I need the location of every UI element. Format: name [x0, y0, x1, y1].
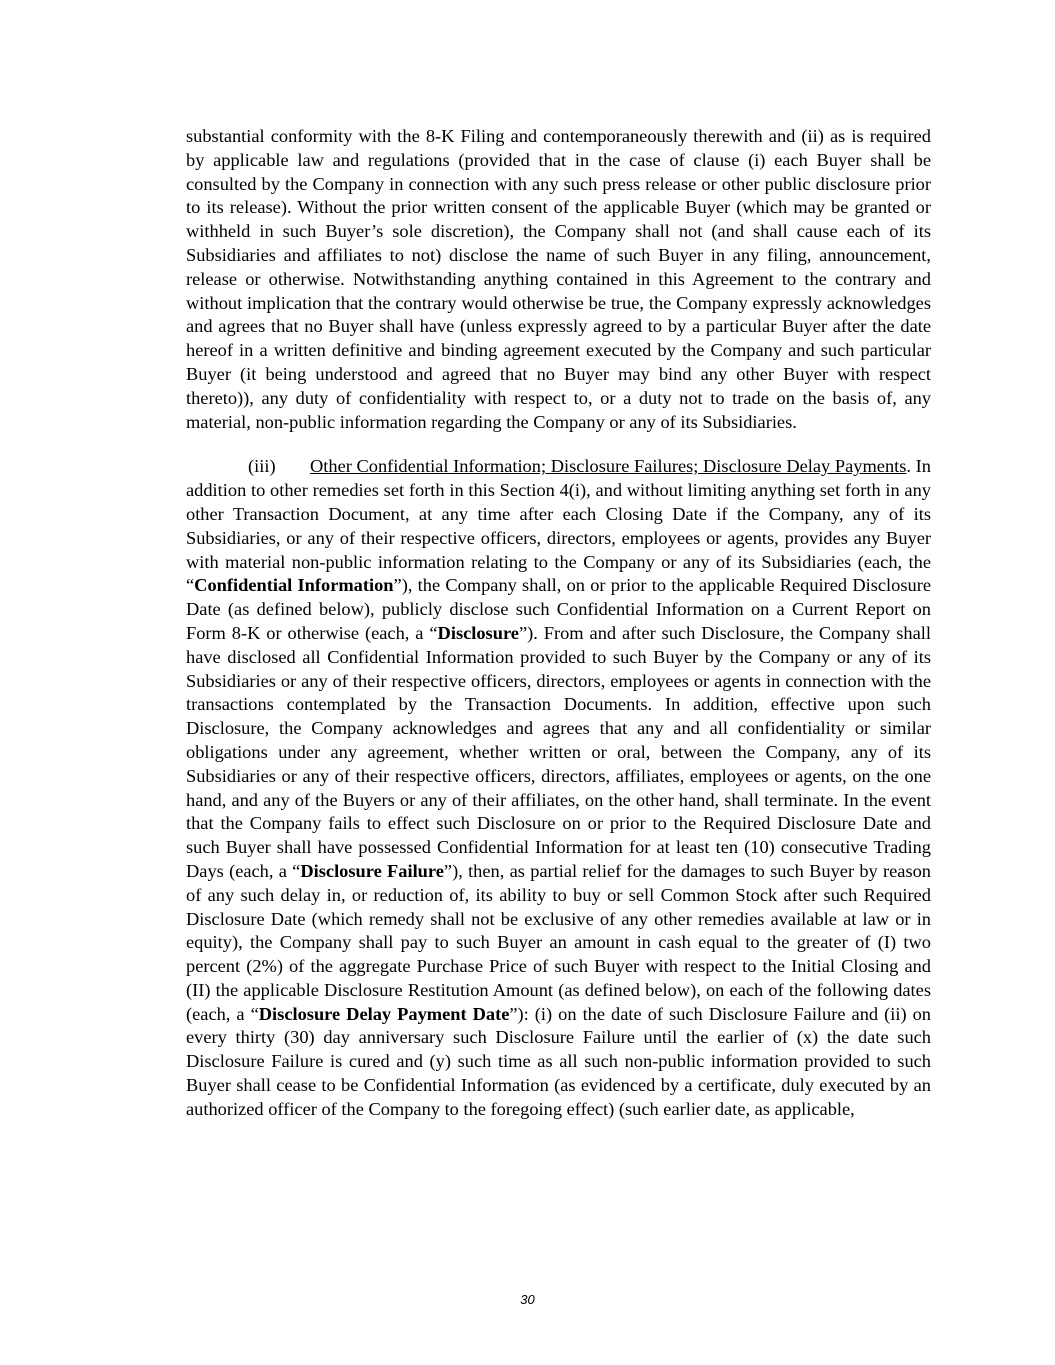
page-number: 30: [520, 1292, 535, 1307]
section-iii-paragraph: [186, 455, 931, 1121]
section-text-2: ”), the Company shall, on or prior to the applicable Required Disclosure Date (as defined below), publicly disclose such Confidential Information on a Current Report on Form 8-K or otherwise (each, a “: [186, 575, 931, 643]
section-text-4: ”), then, as partial relief for the damages to such Buyer by reason of any such delay in, or reduction of, its ability to buy or sell Common Stock after such Required Disclosure Date (which remedy shall not be exclusive of any other remedies available at law or in equity), the Company shall pay to such Buyer an amount in cash equal to the greater of (I) two percent (2%) of the aggregate Purchase Price of such Buyer with respect to the Initial Closing and (II) the applicable Disclosure Restitution Amount (as defined below), on each of the following dates (each, a “: [186, 860, 932, 1024]
defined-term-disclosure: Disclosure: [437, 622, 519, 643]
defined-term-disclosure-failure: Disclosure Failure: [300, 860, 444, 881]
page-body: [186, 125, 931, 1122]
defined-term-confidential-information: Confidential Information: [194, 575, 394, 596]
heading-period: .: [906, 456, 912, 477]
section-text-3: ”). From and after such Disclosure, the Company shall have disclosed all Confidential Information provided to such Buyer by the Company or any of its Subsidiaries or any of their respective officers, directors, employees or agents in connection with the transactions contemplated by the Transaction Documents. In addition, effective upon such Disclosure, the Company acknowledges and agrees that any and all confidentiality or similar obligations under any agreement, whether written or oral, between the Company, any of its Subsidiaries or any of their respective officers, directors, affiliates, employees or agents, on the one hand, and any of the Buyers or any of their affiliates, on the other hand, shall terminate. In the event that the Company fails to effect such Disclosure on or prior to the Required Disclosure Date and such Buyer shall have possessed Confidential Information for at least ten (10) consecutive Trading Days (each, a “: [186, 622, 931, 881]
section-text-1: In addition to other remedies set forth in this Section 4(i), and without limiting anything set forth in any other Transaction Document, at any time after each Closing Date if the Company, any of its Subsidiaries, or any of their respective officers, directors, employees or agents, provides any Buyer with material non-public information relating to the Company or any of its Subsidiaries (each, the “: [186, 456, 931, 596]
section-number: (iii): [248, 456, 276, 477]
section-text-5: ”): (i) on the date of such Disclosure Failure and (ii) on every thirty (30) day anniversary such Disclosure Failure until the earlier of (x) the date such Disclosure Failure is cured and (y) such time as all such non-public information provided to such Buyer shall cease to be Confidential Information (as evidenced by a certificate, duly executed by an authorized officer of the Company to the foregoing effect) (such earlier date, as applicable,: [186, 1003, 931, 1119]
defined-term-disclosure-delay-payment-date: Disclosure Delay Payment Date: [258, 1003, 510, 1024]
section-heading: Other Confidential Information; Disclosure Failures; Disclosure Delay Payments: [310, 456, 907, 477]
paragraph-continued: substantial conformity with the 8-K Filing and contemporaneously therewith and (ii) as is required by applicable law and regulations (provided that in the case of clause (i) each Buyer shall be consulted by the Company in connection with any such press release or other public disclosure prior to its release). Without the prior written consent of the applicable Buyer (which may be granted or withheld in such Buyer’s sole discretion), the Company shall not (and shall cause each of its Subsidiaries and affiliates to not) disclose the name of such Buyer in any filing, announcement, release or otherwise. Notwithstanding anything contained in this Agreement to the contrary and without implication that the contrary would otherwise be true, the Company expressly acknowledges and agrees that no Buyer shall have (unless expressly agreed to by a particular Buyer after the date hereof in a written definitive and binding agreement executed by the Company and such particular Buyer (it being understood and agreed that no Buyer may bind any other Buyer with respect thereto)), any duty of confidentiality with respect to, or a duty not to trade on the basis of, any material, non-public information regarding the Company or any of its Subsidiaries.: [186, 126, 931, 432]
